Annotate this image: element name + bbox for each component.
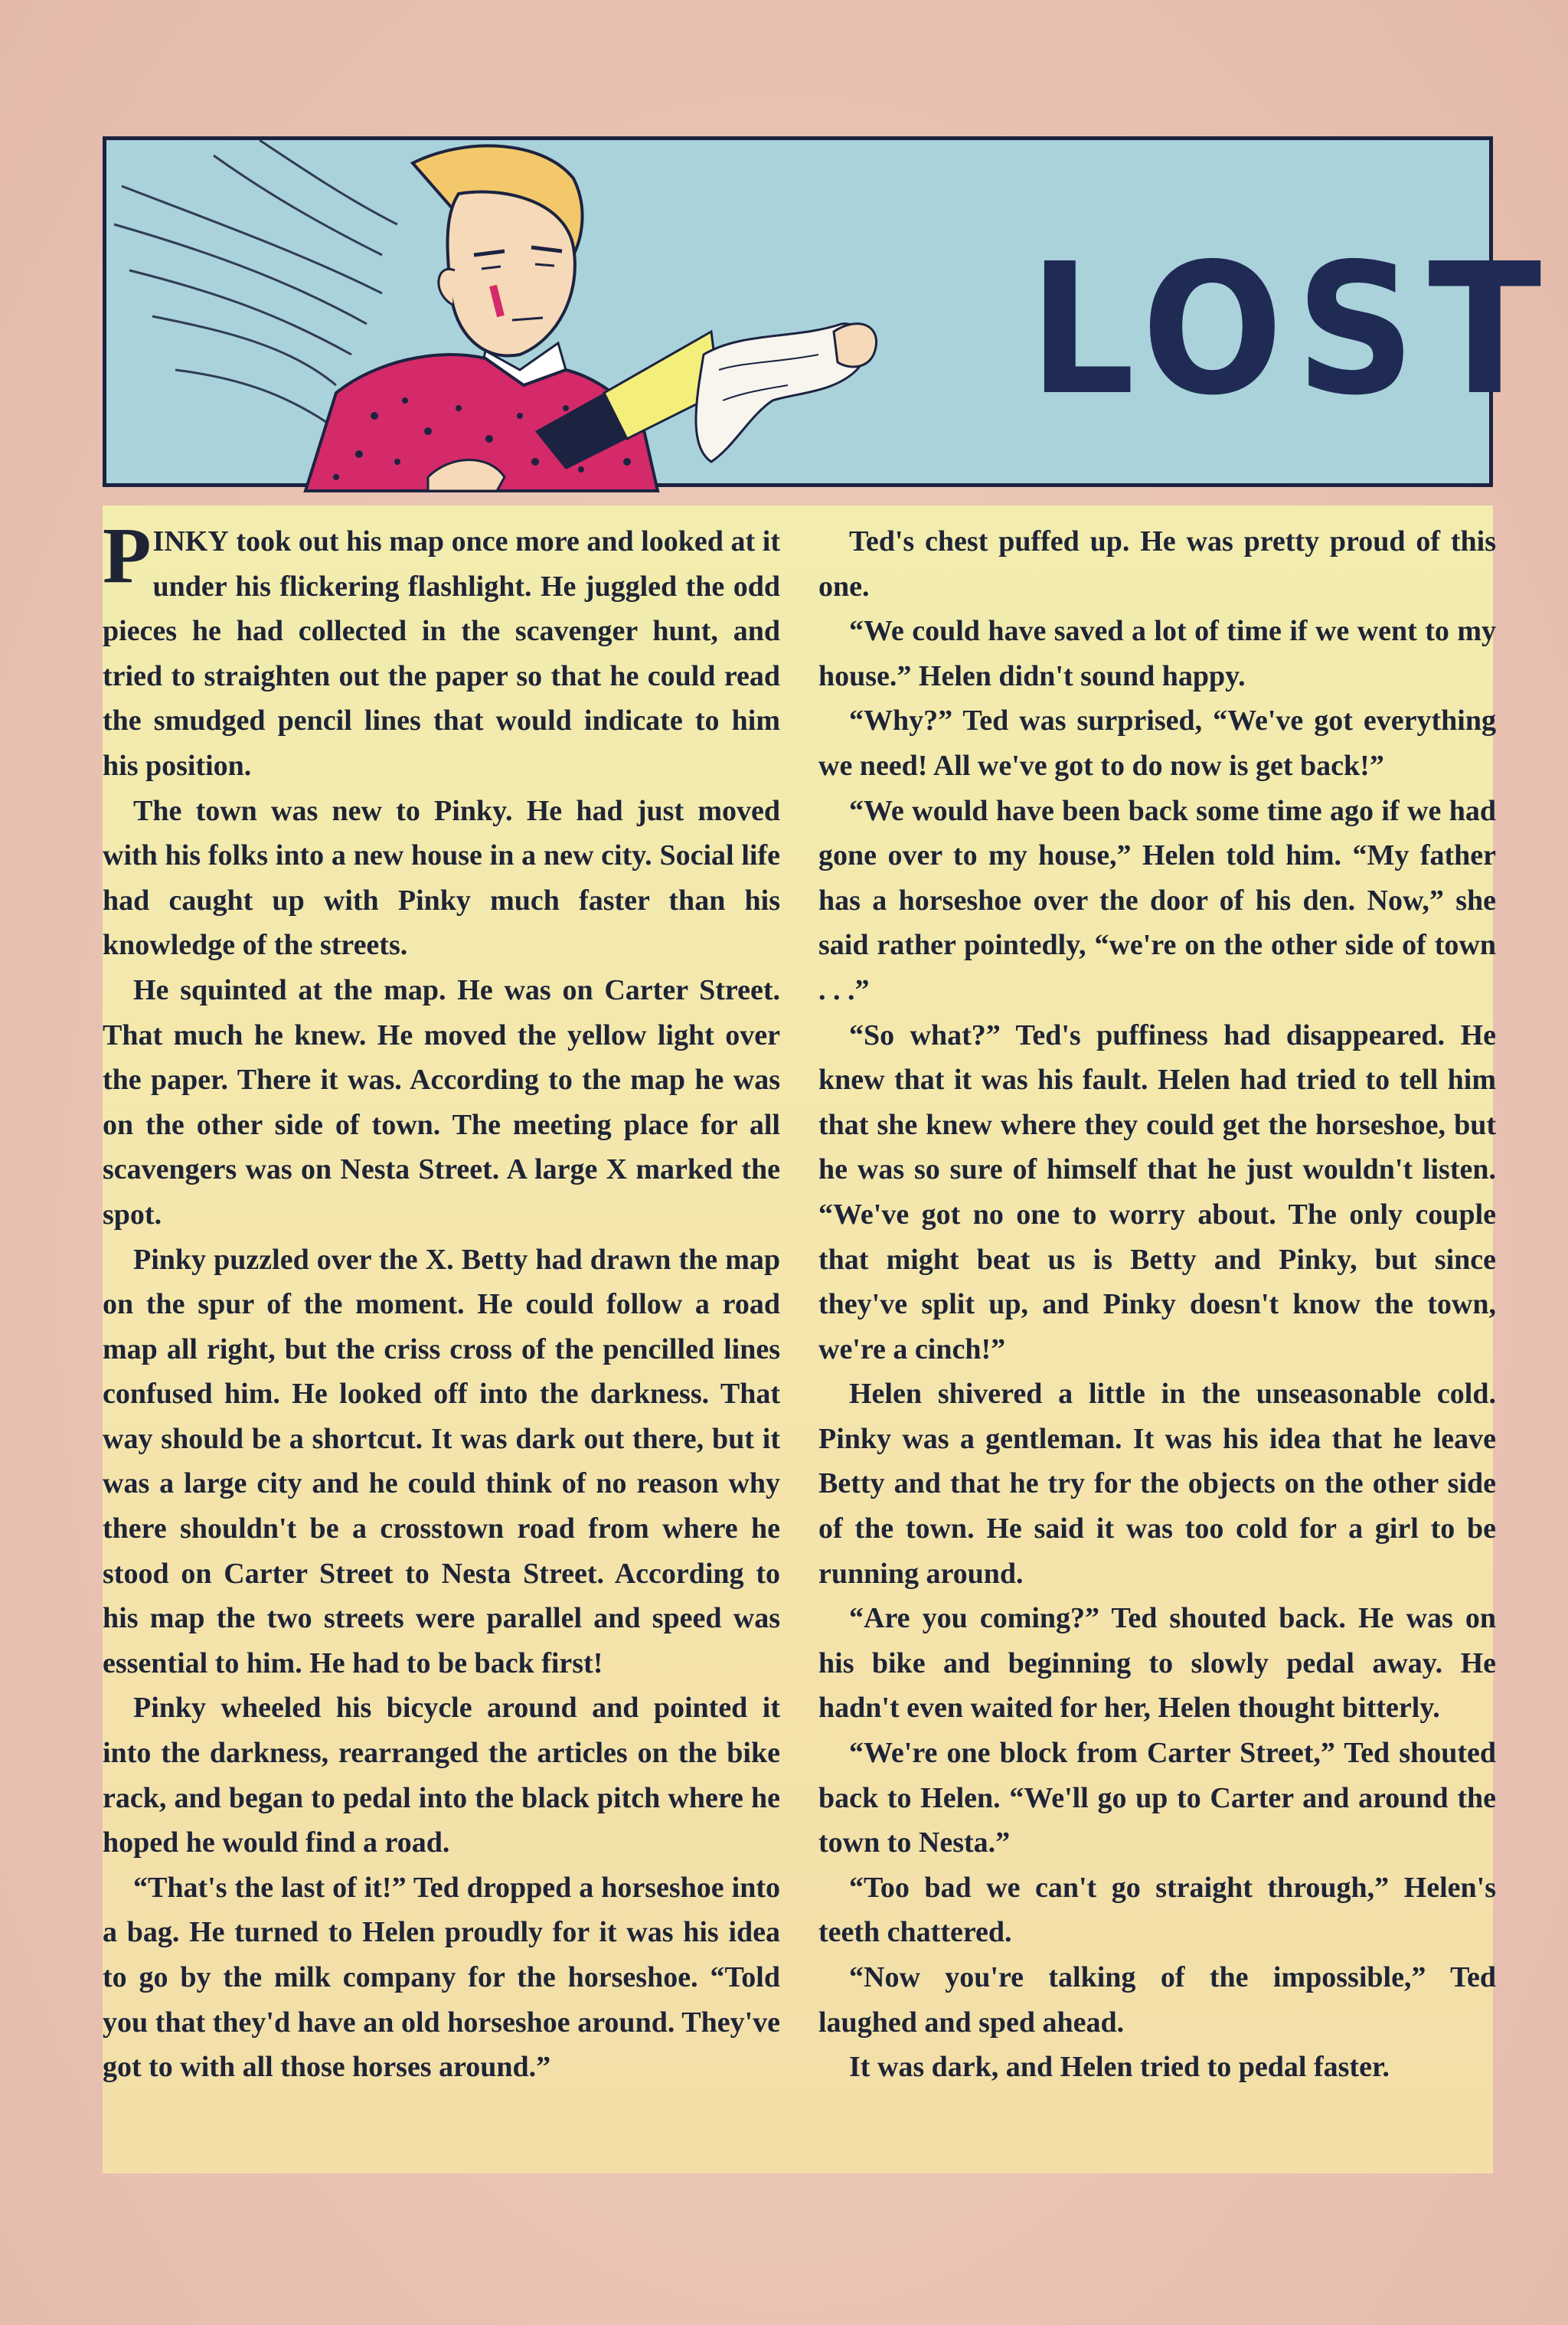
story-text-panel	[103, 505, 1496, 2173]
story-title: LOST	[1029, 224, 1554, 435]
story-paragraph: “Are you coming?” Ted shouted back. He was on his bike and beginning to slowly pedal away. He hadn't even waited for her, Helen thought bitterly.	[818, 1602, 1496, 1725]
story-left-column	[103, 512, 780, 2090]
story-paragraph: “Why?” Ted was surprised, “We've got everything we need! All we've got to do now is get back!”	[818, 705, 1496, 782]
drop-cap-letter: P	[103, 512, 152, 600]
story-paragraph: Helen shivered a little in the unseasonable cold. Pinky was a gentleman. It was his idea that he leave Betty and that he try for the objects on the other side of the town. He said it was too cold for a girl to be running around.	[818, 1378, 1496, 1590]
story-paragraph: It was dark, and Helen tried to pedal faster.	[849, 2051, 1390, 2084]
story-paragraph: “We're one block from Carter Street,” Ted shouted back to Helen. “We'll go up to Carter and around the town to Nesta.”	[818, 1737, 1496, 1859]
story-paragraph: “We would have been back some time ago if we had gone over to my house,” Helen told him. “My father has a horseshoe over the door of his den. Now,” she said rather pointedly, “we're on the other side of town . . .”	[818, 794, 1496, 1006]
story-paragraph: Pinky puzzled over the X. Betty had drawn the map on the spur of the moment. He could follow a road map all right, but the criss cross of the pencilled lines confused him. He looked off into the darkness. That way should be a shortcut. It was dark out there, but it was a large city and he could think of no reason why there shouldn't be a crosstown road from where he stood on Carter Street to Nesta Street. According to his map the two streets were parallel and speed was essential to him. He had to be back first!	[103, 1243, 780, 1679]
story-paragraph: “We could have saved a lot of time if we went to my house.” Helen didn't sound happy.	[818, 615, 1496, 692]
story-paragraph: “That's the last of it!” Ted dropped a horseshoe into a bag. He turned to Helen proudly for it was his idea to go by the milk company for the horseshoe. “Told you that they'd have an old horseshoe around. They've got to with all those horses around.”	[103, 1871, 780, 2084]
first-word: INKY	[152, 525, 229, 558]
story-right-column	[818, 519, 1496, 2090]
story-paragraph: He squinted at the map. He was on Carter Street. That much he knew. He moved the yellow light over the paper. There it was. According to the map he was on the other side of town. The meeting place for all scavengers was on Nesta Street. A large X marked the spot.	[103, 973, 780, 1231]
story-paragraph: “Too bad we can't go straight through,” Helen's teeth chattered.	[818, 1871, 1496, 1949]
story-paragraph: Ted's chest puffed up. He was pretty proud of this one.	[818, 525, 1496, 603]
story-paragraph: “So what?” Ted's puffiness had disappeared. He knew that it was his fault. Helen had tried to tell him that she knew where they could get the horseshoe, but he was so sure of himself that he just wouldn't listen. “We've got no one to worry about. The only couple that might beat us is Betty and Pinky, but since they've split up, and Pinky doesn't know the town, we're a cinch!”	[818, 1019, 1496, 1365]
story-paragraph: The town was new to Pinky. He had just moved with his folks into a new house in a new city. Social life had caught up with Pinky much faster than his knowledge of the streets.	[103, 794, 780, 962]
boy-reading-map-with-flashlight-illustration	[106, 140, 949, 491]
title-panel	[103, 136, 1554, 487]
story-paragraph: “Now you're talking of the impossible,” Ted laughed and sped ahead.	[818, 1961, 1496, 2039]
story-paragraph: Pinky wheeled his bicycle around and pointed it into the darkness, rearranged the articles on the bike rack, and began to pedal into the black pitch where he hoped he would find a road.	[103, 1692, 780, 1859]
story-paragraph: PINKY took out his map once more and looked at it under his flickering flashlight. He juggled the odd pieces he had collected in the scavenger hunt, and tried to straighten out the paper so that he could read the smudged pencil lines that would indicate to him his position.	[103, 512, 780, 782]
